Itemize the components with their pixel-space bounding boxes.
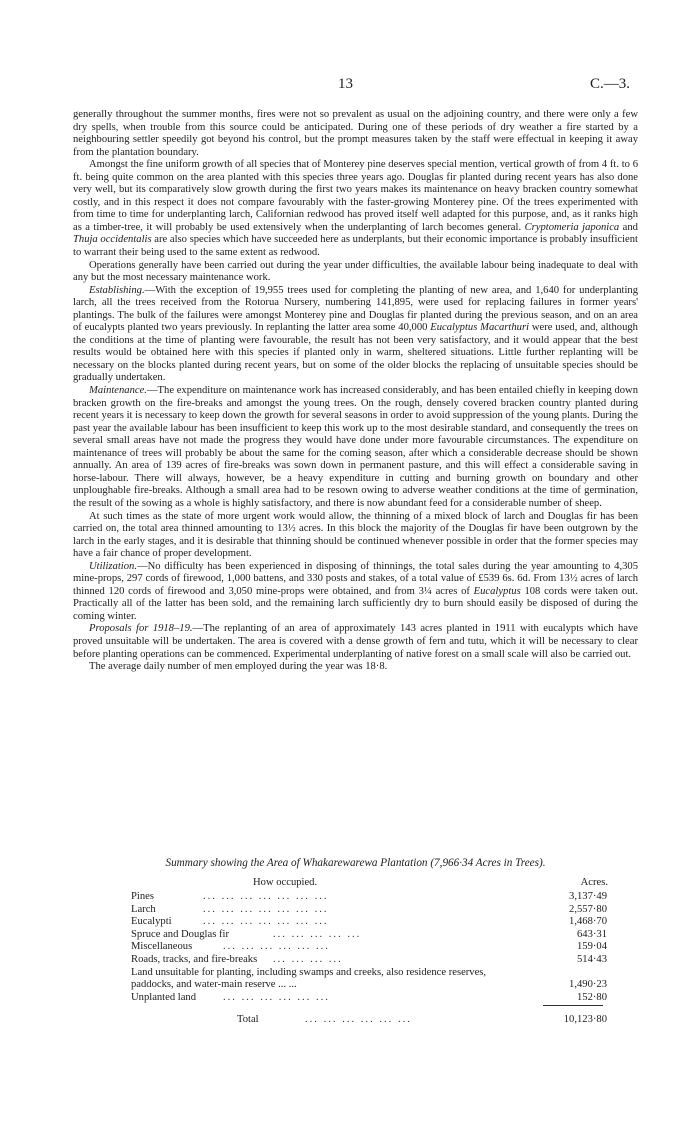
- paragraph: [73, 385, 638, 510]
- row-value: 1,490·23: [569, 979, 607, 991]
- summary-row-unplanted: [73, 992, 638, 1005]
- row-label: Pines: [131, 891, 154, 902]
- text-run: The average daily number of men employed during the year was 18·8.: [89, 661, 388, 673]
- summary-row: [73, 904, 638, 917]
- summary-column-headers: [73, 873, 638, 891]
- text-run: —With the exception of 19,955 trees used for completing the planting of new area, and 1,640 for underplanting larch, all the trees received from the Rotorua Nursery, numbering 141,895, were used for replacing failures in former years' plantings. The bulk of the failures were amongst Monterey pine and Douglas fir planted during the previous season, and on an area of eucalypts planted two years previously. In replanting the latter area some 40,000: [73, 284, 638, 334]
- report-reference: C.—3.: [590, 76, 631, 92]
- text-run: —The replanting of an area of approximately 143 acres planted in 1911 with eucalypts which have proved unsuitable will be undertaken. The area is covered with a dense growth of fern and tutu, which it will be necessary to clear before planting operations can be commenced. Experimental underplanting of native forest on a small scale will also be carried out.: [73, 623, 638, 660]
- text-run: At such times as the state of more urgent work would allow, the thinning of a mixed block of larch and Douglas fir has been carried on, the total area thinned amounting to 13½ acres. In this block the majority of the Douglas fir have been outgrown by the larch in the early stages, and it is desirable that thinning should be continued whenever possible in order that the former species may have a fair chance of proper development.: [73, 510, 638, 560]
- row-label: Unplanted land: [131, 991, 197, 1003]
- column-acres: Acres.: [580, 877, 608, 888]
- row-leader-dots: ... ... ... ... ... ...: [223, 941, 330, 953]
- row-label: Spruce and Douglas fir: [131, 928, 229, 940]
- row-leader-dots: ... ... ... ... ... ... ...: [203, 903, 329, 915]
- summary-total-row: [73, 1012, 638, 1028]
- italic-run: Utilization.: [89, 560, 137, 572]
- row-leader-dots: ... ... ... ... ...: [273, 928, 362, 940]
- summary-row: [73, 941, 638, 954]
- paragraph: [73, 109, 638, 159]
- paragraph: [73, 561, 638, 624]
- total-rule: [543, 1005, 603, 1006]
- paragraph: [73, 623, 638, 661]
- total-leader-dots: ... ... ... ... ... ...: [305, 1014, 412, 1026]
- row-value: 159·04: [576, 941, 607, 953]
- text-run: Operations generally have been carried out during the year under difficulties, the available labour being inadequate to deal with any but the most necessary maintenance work.: [73, 259, 638, 284]
- summary-row: [73, 929, 638, 942]
- total-label: Total: [237, 1014, 259, 1026]
- summary-row-land-unsuitable: [73, 967, 638, 992]
- text-run: are also species which have succeeded here as underplants, but their economic importance is probably insufficient to warrant their being used to the same extent as redwood.: [73, 234, 638, 259]
- summary-row: [73, 916, 638, 929]
- text-run: —No difficulty has been experienced in disposing of thinnings, the total sales during the year amounting to 4,305 mine-props, 297 cords of firewood, 1,000 battens, and 330 posts and stakes, of a total value of £539 6s. 6d. From 13½ acres of larch thinned 120 cords of firewood and 3,050 mine-props were obtained, and from 3¼ acres of: [73, 560, 638, 597]
- row-value: 514·43: [576, 953, 607, 965]
- row-value: 1,468·70: [569, 916, 607, 928]
- paragraph: [73, 511, 638, 561]
- text-run: generally throughout the summer months, fires were not so prevalent as usual on the adjoining country, and there were only a few dry spells, when trouble from this source could be anticipated. During one of these periods of dry weather a fire started by a neighbouring settler speedily got beyond his control, but the prompt measures taken by the staff were effectual in keeping it away from the plantation boundary.: [73, 109, 638, 158]
- paragraph: [73, 661, 638, 674]
- column-how-occupied: How occupied.: [253, 877, 318, 888]
- total-value: 10,123·80: [563, 1014, 607, 1026]
- summary-title: Summary showing the Area of Whakarewarewa Plantation (7,966·34 Acres in Trees).: [165, 857, 546, 869]
- summary-row: [73, 891, 638, 904]
- italic-run: Cryptomeria japonica: [524, 221, 620, 233]
- row-value: 152·80: [576, 991, 607, 1003]
- italic-run: Eucalyptus Macarthuri: [430, 322, 530, 334]
- row-value: 2,557·80: [569, 903, 607, 915]
- row-value: 3,137·49: [569, 891, 607, 902]
- paragraph: [73, 159, 638, 259]
- row-label: Land unsuitable for planting, including swamps and creeks, also residence reserves, paddocks, and water-main reserve ... ...: [131, 966, 487, 991]
- page-number: 13: [338, 76, 353, 92]
- text-run: were used, and, although the conditions at the time of planting were favourable, the result has not been very satisfactory, and it would appear that the best results would be obtained here with this species if planted only in warm, sheltered situations. Little further replanting will be necessary on the blocks planted during recent years, but on some of the older blocks the replacing of unsuitable species should be gradually undertaken.: [73, 322, 638, 384]
- paragraph: [73, 260, 638, 285]
- italic-run: Maintenance.: [89, 385, 147, 397]
- italic-run: Establishing.: [89, 284, 145, 296]
- row-leader-dots: ... ... ... ... ... ... ...: [203, 891, 329, 902]
- report-body-text: [73, 109, 638, 674]
- total-rule-wrap: [73, 1004, 638, 1006]
- paragraph: [73, 285, 638, 385]
- row-label: Eucalypti: [131, 916, 172, 928]
- italic-run: Proposals for 1918–19.: [89, 623, 193, 635]
- row-label: Roads, tracks, and fire-breaks: [131, 953, 258, 965]
- row-label: Miscellaneous: [131, 941, 193, 953]
- text-run: and: [619, 221, 638, 233]
- summary-table: [73, 857, 638, 1028]
- text-run: 108 cords were taken out. Practically all of the latter has been sold, and the remaining larch sufficiently dry to burn should easily be disposed of during the coming winter.: [73, 585, 638, 622]
- page-header: [0, 76, 700, 96]
- italic-run: Thuja occidentalis: [73, 234, 152, 246]
- summary-row: [73, 954, 638, 967]
- summary-rows: [73, 891, 638, 967]
- row-value: 643·31: [576, 928, 607, 940]
- row-leader-dots: ... ... ... ... ... ... ...: [203, 916, 329, 928]
- italic-run: Eucalyptus: [473, 585, 521, 597]
- text-run: Amongst the fine uniform growth of all species that of Monterey pine deserves special mention, vertical growth of from 4 ft. to 6 ft. being quite common on the area planted with this species three years ago. Douglas fir planted during recent years has also done very well, but its comparatively slow growth during the first two years makes its maintenance on heavy bracken country somewhat costly, and in this respect it does not compare favourably with the faster-growing Monterey pine. Of the trees experimented with from time to time for underplanting larch, Californian redwood has proved itself well adapted for this purpose, and, as it ranks high as a timber-tree, it will probably be used extensively when the underplanting of larch becomes general.: [73, 159, 638, 233]
- row-leader-dots: ... ... ... ... ... ...: [223, 991, 330, 1003]
- row-label: Larch: [131, 903, 156, 915]
- text-run: —The expenditure on maintenance work has increased considerably, and has been entailed chiefly in keeping down bracken growth on the fire-breaks and amongst the young trees. On the rough, densely covered bracken country planted during recent years it is necessary to keep down the growth for several seasons in order to avoid suppression of the young plants. During the past year the available labour has been insufficient to keep this work up to the most desirable standard, and consequently the trees on several small areas have not made the progress they would have done under more favourable circumstances. The expenditure on maintenance of trees will probably be about the same for the coming season, after which a considerable decrease should be shown annually. An area of 139 acres of fire-breaks was sown down in permanent pasture, and this will effect a considerable saving in horse-labour. There will always, however, be a heavy expenditure in cutting and burning growth on boundary and other unploughable fire-breaks. Although a small area had to be resown owing to adverse weather conditions at the time of germination, the result of the sowing as a whole is highly satisfactory, and there is now abundant feed for a considerable number of sheep.: [73, 385, 638, 509]
- row-leader-dots: ... ... ... ...: [273, 953, 343, 965]
